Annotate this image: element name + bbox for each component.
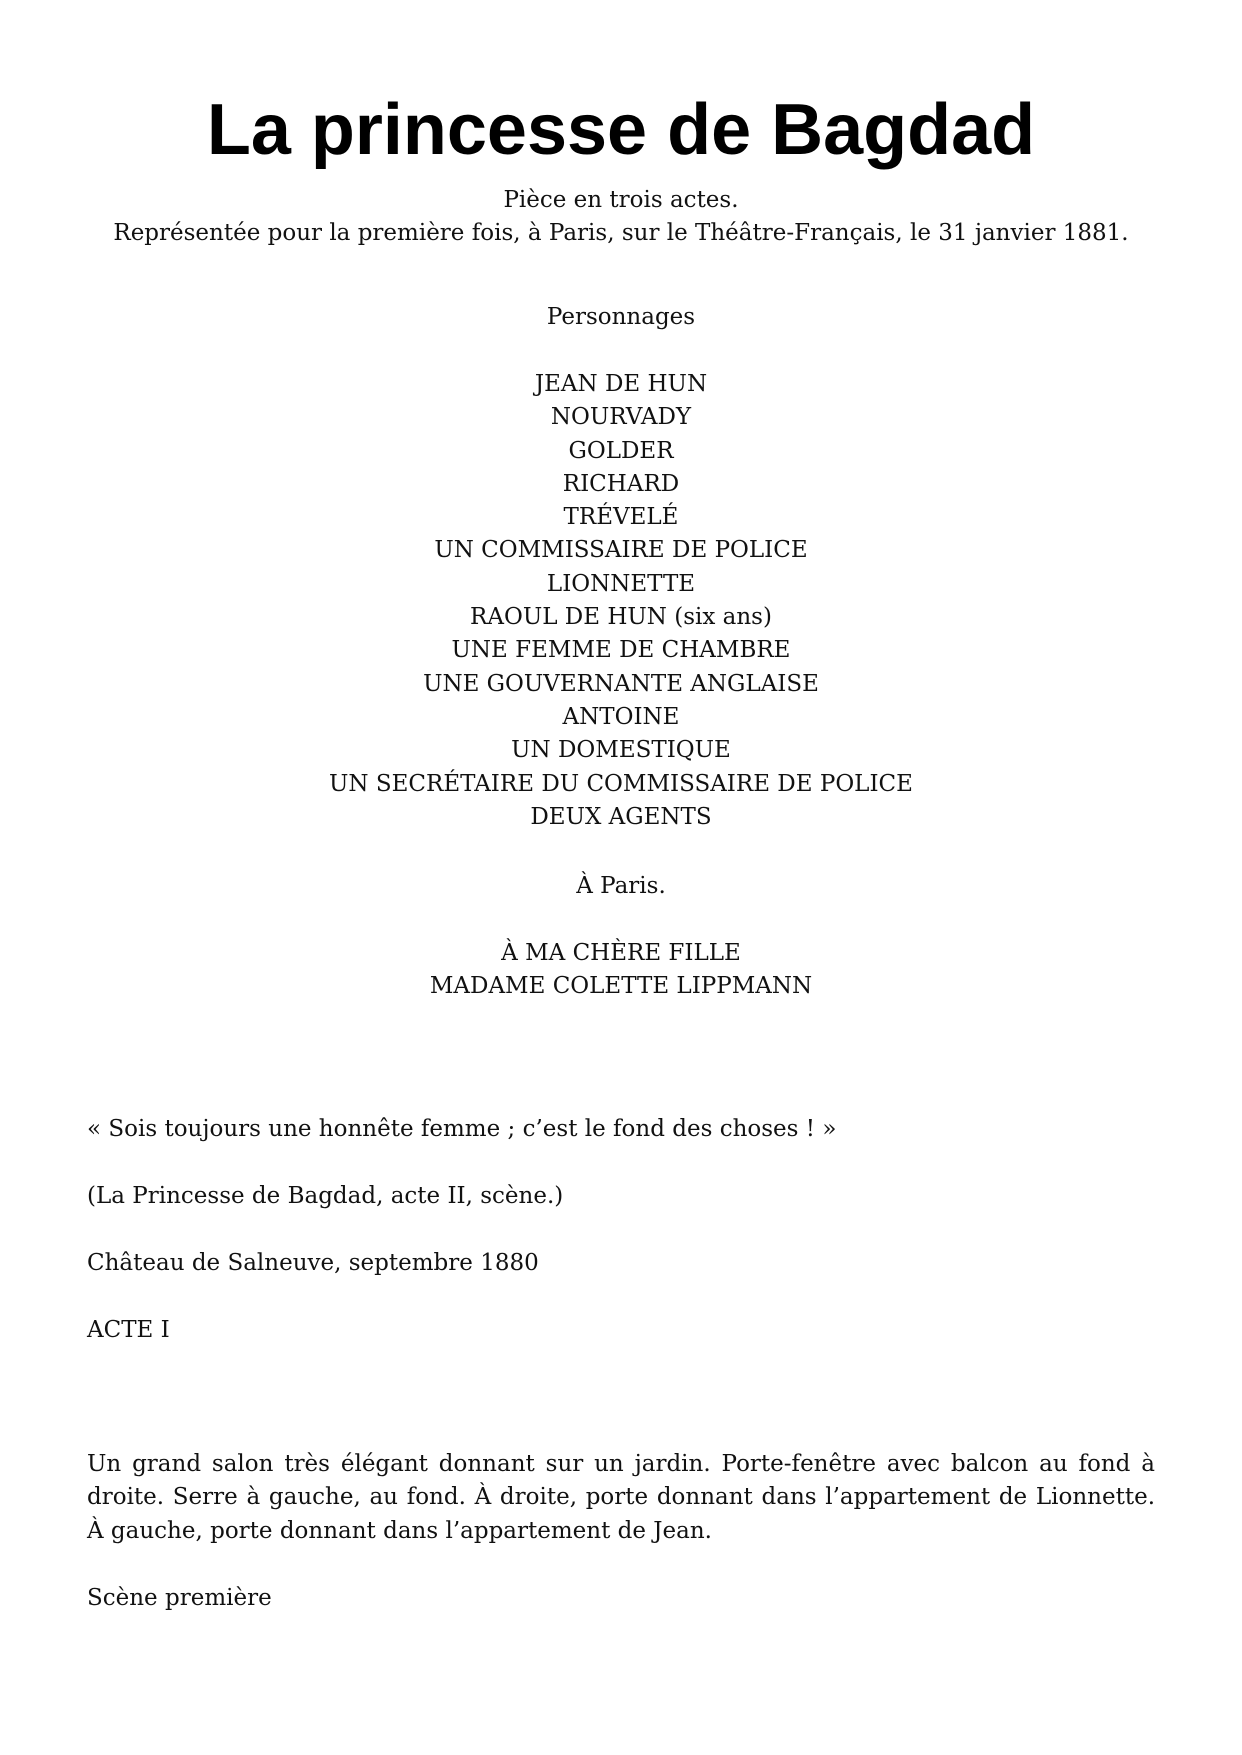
character-item: RICHARD — [562, 470, 680, 497]
personnages-heading: Personnages — [546, 304, 696, 330]
dedication-block — [0, 937, 1242, 1004]
character-item: UN SECRÉTAIRE DU COMMISSAIRE DE POLICE — [329, 770, 913, 797]
character-item: DEUX AGENTS — [530, 803, 712, 830]
place-date: Château de Salneuve, septembre 1880 — [87, 1250, 539, 1276]
character-item: UNE FEMME DE CHAMBRE — [451, 637, 791, 664]
dedication-name: MADAME COLETTE LIPPMANN — [429, 973, 813, 1000]
character-item: TRÉVELÉ — [563, 504, 679, 531]
character-item: UNE GOUVERNANTE ANGLAISE — [423, 670, 819, 697]
scene-heading: Scène première — [87, 1585, 272, 1611]
character-item: RAOUL DE HUN (six ans) — [470, 604, 772, 631]
stage-direction: Un grand salon très élégant donnant sur un jardin. Porte-fenêtre avec balcon au fond à droite. Serre à gauche, au fond. À droite, porte donnant dans l’appartement de Lionnette. À gauche, porte donnant dans l’appartement de Jean. — [87, 1451, 1155, 1544]
character-item: UN COMMISSAIRE DE POLICE — [434, 537, 808, 564]
document-title: La princesse de Bagdad — [206, 90, 1036, 170]
character-item: ANTOINE — [562, 703, 680, 730]
act-heading: ACTE I — [87, 1317, 170, 1343]
character-list — [0, 368, 1242, 834]
character-item: LIONNETTE — [546, 570, 696, 597]
character-item: JEAN DE HUN — [534, 371, 708, 397]
character-item: UN DOMESTIQUE — [511, 737, 731, 764]
premiere-line: Représentée pour la première fois, à Paris, sur le Théâtre-Français, le 31 janvier 1881. — [113, 220, 1129, 247]
character-item: NOURVADY — [550, 404, 692, 431]
dedication-line: À MA CHÈRE FILLE — [501, 940, 741, 966]
character-item: GOLDER — [568, 437, 674, 464]
setting-line: À Paris. — [576, 873, 666, 899]
subtitle-block — [0, 184, 1242, 251]
epigraph: « Sois toujours une honnête femme ; c’est le fond des choses ! » — [87, 1116, 837, 1142]
subtitle-line: Pièce en trois actes. — [503, 187, 739, 213]
epigraph-source: (La Princesse de Bagdad, acte II, scène.) — [87, 1183, 564, 1209]
